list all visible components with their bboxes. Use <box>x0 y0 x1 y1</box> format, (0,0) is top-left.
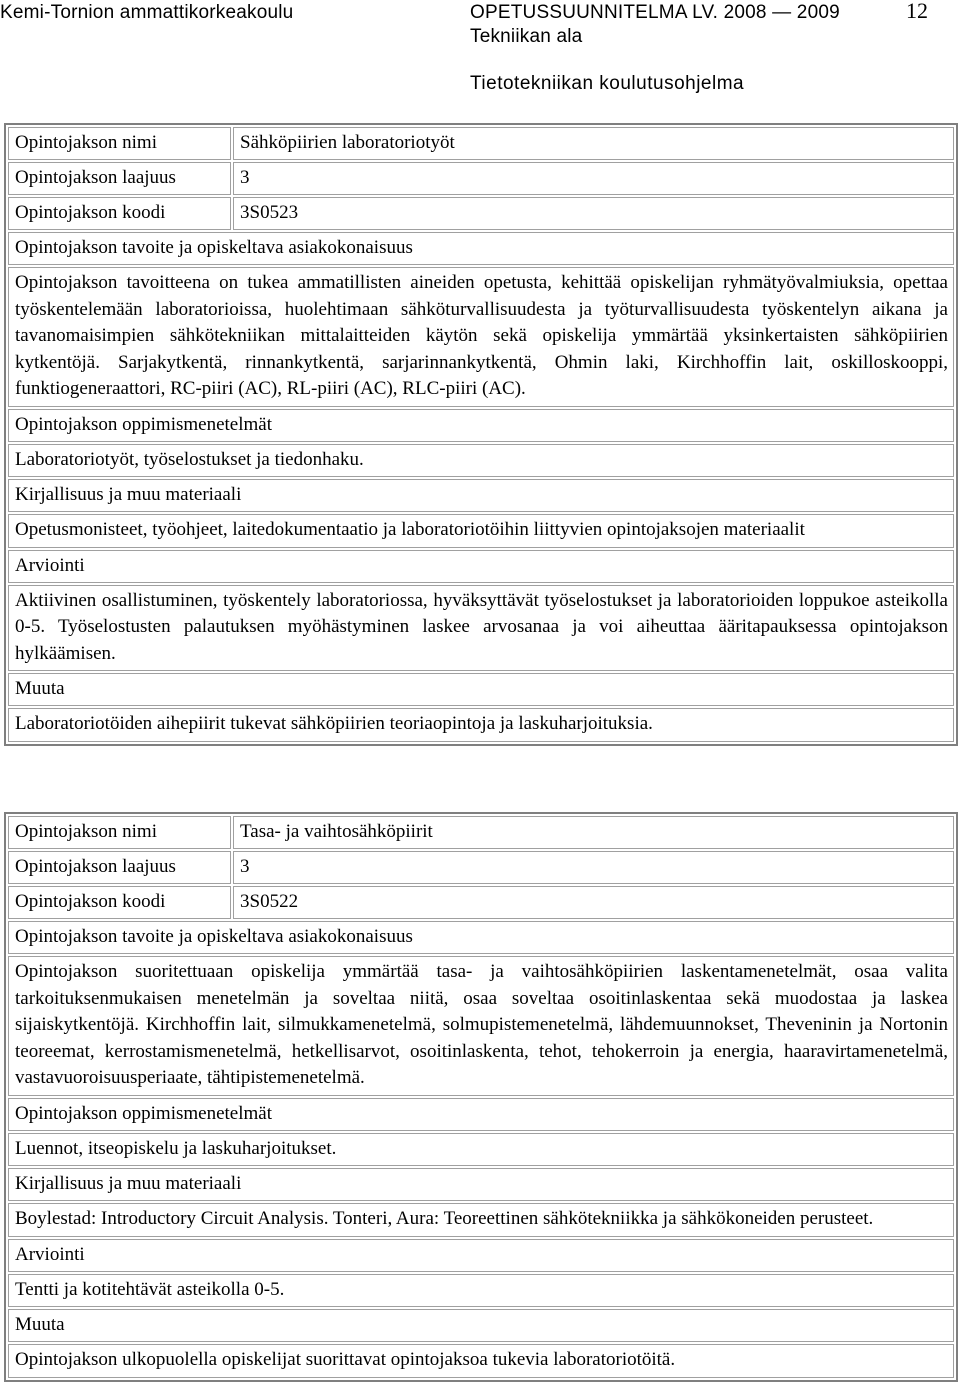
other-text: Opintojakson ulkopuolella opiskelijat suorittavat opintojaksoa tukevia laboratoriotöitä. <box>8 1344 954 1378</box>
other-heading: Muuta <box>8 673 954 706</box>
literature-heading: Kirjallisuus ja muu materiaali <box>8 479 954 512</box>
course-credits-label: Opintojakson laajuus <box>8 851 231 884</box>
course-credits-value: 3 <box>233 162 954 195</box>
course-code-value: 3S0522 <box>233 886 954 919</box>
goal-text: Opintojakson suoritettuaan opiskelija ymmärtää tasa- ja vaihtosähköpiirien laskentamenetelmät, osaa valita tarkoituksenmukaisen menetelmän ja soveltaa niitä, osaa soveltaa osoitinlaskentaa sekä muodostaa ja laskea sijaiskytkentöjä. Kirchhoffin lait, silmukkamenetelmä, solmupistemenetelmä, lähdemuunnokset, Theveninin ja Nortonin teoreemat, kerrostamismenetelmä, hetkellisarvot, osoitinlaskenta, tehot, tehokerroin ja energia, haaravirtamenetelmä, vastavuoroisuusperiaate, tähtipistemenetelmä. <box>8 956 954 1096</box>
methods-heading: Opintojakson oppimismenetelmät <box>8 1098 954 1131</box>
course-name-value: Sähköpiirien laboratoriotyöt <box>233 127 954 160</box>
course-table-1 <box>4 123 958 746</box>
course-code-row <box>8 197 954 230</box>
course-name-value: Tasa- ja vaihtosähköpiirit <box>233 816 954 849</box>
assessment-heading: Arviointi <box>8 550 954 583</box>
other-text: Laboratoriotöiden aihepiirit tukevat sähköpiirien teoriaopintoja ja laskuharjoituksia. <box>8 708 954 742</box>
literature-text: Boylestad: Introductory Circuit Analysis. Tonteri, Aura: Teoreettinen sähkötekniikka ja sähkökoneiden perusteet. <box>8 1203 954 1237</box>
course-code-label: Opintojakson koodi <box>8 197 231 230</box>
course-credits-row <box>8 851 954 884</box>
goal-heading: Opintojakson tavoite ja opiskeltava asiakokonaisuus <box>8 232 954 265</box>
literature-heading: Kirjallisuus ja muu materiaali <box>8 1168 954 1201</box>
course-code-row <box>8 886 954 919</box>
course-table-2 <box>4 812 958 1382</box>
literature-text: Opetusmonisteet, työohjeet, laitedokumentaatio ja laboratoriotöihin liittyvien opintojaksojen materiaalit <box>8 514 954 548</box>
page-number: 12 <box>906 0 928 23</box>
goal-heading: Opintojakson tavoite ja opiskeltava asiakokonaisuus <box>8 921 954 954</box>
degree-programme: Tietotekniikan koulutusohjelma <box>470 73 745 94</box>
methods-text: Laboratoriotyöt, työselostukset ja tiedonhaku. <box>8 444 954 478</box>
course-name-row <box>8 816 954 849</box>
field-of-study: Tekniikan ala <box>470 26 583 47</box>
methods-text: Luennot, itseopiskelu ja laskuharjoitukset. <box>8 1133 954 1167</box>
course-name-row <box>8 127 954 160</box>
school-name: Kemi-Tornion ammattikorkeakoulu <box>0 2 294 23</box>
course-credits-row <box>8 162 954 195</box>
course-name-label: Opintojakson nimi <box>8 816 231 849</box>
course-name-label: Opintojakson nimi <box>8 127 231 160</box>
course-credits-value: 3 <box>233 851 954 884</box>
page-header <box>0 0 960 100</box>
course-credits-label: Opintojakson laajuus <box>8 162 231 195</box>
assessment-heading: Arviointi <box>8 1239 954 1272</box>
course-code-label: Opintojakson koodi <box>8 886 231 919</box>
goal-text: Opintojakson tavoitteena on tukea ammatillisten aineiden opetusta, kehittää opiskelijan ryhmätyövalmiuksia, opettaa työskentelemään laboratorioissa, huolehtimaan sähköturvallisuudesta ja työturvallisuudesta työskentelyn aikana ja tavanomaisimpien sähkötekniikan mittalaitteiden käytön sekä opiskelija ymmärtää yksinkertaisten sähköpiirien kytkentöjä. Sarjakytkentä, rinnankytkentä, sarjarinnankytkentä, Ohmin laki, Kirchhoffin lait, oskilloskooppi, funktiogeneraattori, RC-piiri (AC), RL-piiri (AC), RLC-piiri (AC). <box>8 267 954 407</box>
methods-heading: Opintojakson oppimismenetelmät <box>8 409 954 442</box>
course-code-value: 3S0523 <box>233 197 954 230</box>
assessment-text: Aktiivinen osallistuminen, työskentely laboratoriossa, hyväksyttävät työselostukset ja laboratorioiden loppukoe asteikolla 0-5. Työselostusten palautuksen myöhästyminen laskee arvosanaa ja voi aiheuttaa ääritapauksessa opintojakson hylkäämisen. <box>8 585 954 672</box>
curriculum-title: OPETUSSUUNNITELMA LV. 2008 — 2009 <box>470 2 840 23</box>
other-heading: Muuta <box>8 1309 954 1342</box>
assessment-text: Tentti ja kotitehtävät asteikolla 0-5. <box>8 1274 954 1308</box>
